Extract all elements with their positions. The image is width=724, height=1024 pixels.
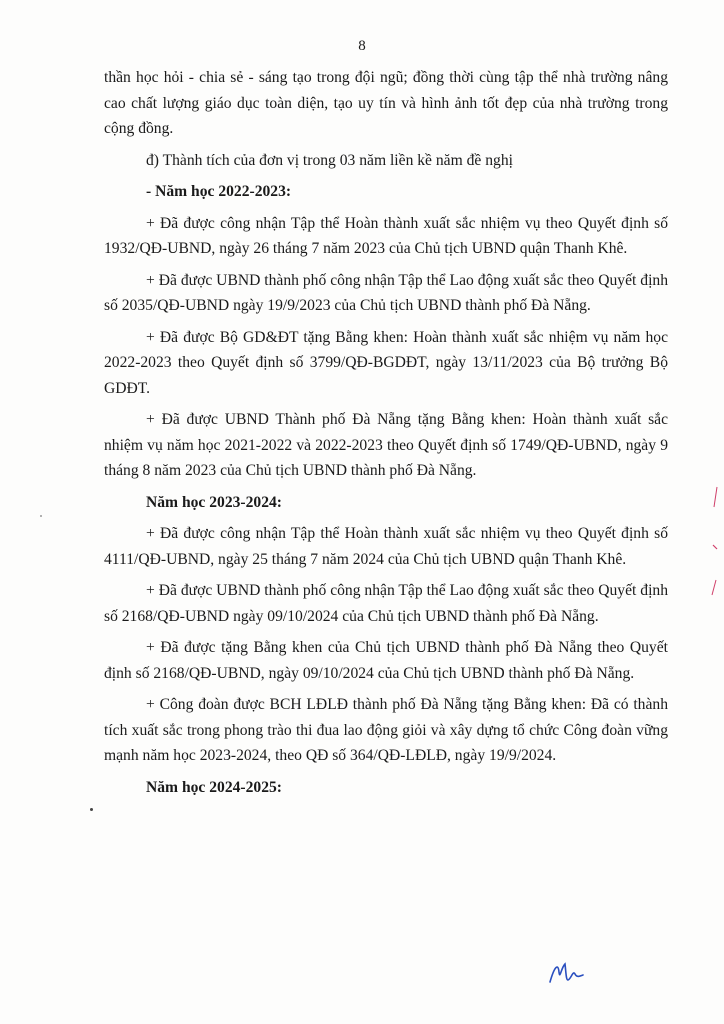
page-number: 8: [358, 38, 366, 54]
paragraph: + Đã được công nhận Tập thể Hoàn thành xuất sắc nhiệm vụ theo Quyết định số 4111/QĐ-UBND, ngày 25 tháng 7 năm 2024 của Chủ tịch UBND quận Thanh Khê.: [104, 525, 668, 568]
document-body: [104, 65, 668, 806]
paragraph: + Công đoàn được BCH LĐLĐ thành phố Đà Nẵng tặng Bằng khen: Đã có thành tích xuất sắc trong phong trào thi đua lao động giỏi và xây dựng tổ chức Công đoàn vững mạnh năm học 2023-2024, theo QĐ số 364/QĐ-LĐLĐ, ngày 19/9/2024.: [104, 696, 668, 764]
section-heading: Năm học 2024-2025:: [146, 778, 282, 796]
paragraph: + Đã được UBND thành phố công nhận Tập thể Lao động xuất sắc theo Quyết định số 2168/QĐ-UBND ngày 09/10/2024 của Chủ tịch UBND thành phố Đà Nẵng.: [104, 582, 668, 625]
margin-dot: [90, 808, 93, 811]
paragraph: + Đã được công nhận Tập thể Hoàn thành xuất sắc nhiệm vụ theo Quyết định số 1932/QĐ-UBND, ngày 26 tháng 7 năm 2023 của Chủ tịch UBND quận Thanh Khê.: [104, 214, 668, 257]
paragraph: + Đã được Bộ GD&ĐT tặng Bằng khen: Hoàn thành xuất sắc nhiệm vụ năm học 2022-2023 theo Quyết định số 3799/QĐ-BGDĐT, ngày 13/11/2023 của Bộ trưởng Bộ GDĐT.: [104, 328, 668, 397]
paragraph: + Đã được UBND Thành phố Đà Nẵng tặng Bằng khen: Hoàn thành xuất sắc nhiệm vụ năm học 2021-2022 và 2022-2023 theo Quyết định số 1749/QĐ-UBND, ngày 9 tháng 8 năm 2023 của Chủ tịch UBND thành phố Đà Nẵng.: [104, 411, 668, 479]
paragraph: + Đã được UBND thành phố công nhận Tập thể Lao động xuất sắc theo Quyết định số 2035/QĐ-UBND ngày 19/9/2023 của Chủ tịch UBND thành phố Đà Nẵng.: [104, 271, 668, 314]
paragraph: + Đã được tặng Bằng khen của Chủ tịch UBND thành phố Đà Nẵng theo Quyết định số 2168/QĐ-UBND, ngày 09/10/2024 của Chủ tịch UBND thành phố Đà Nẵng.: [104, 639, 668, 682]
margin-mark: [708, 485, 722, 605]
margin-dot: [40, 515, 42, 517]
paragraph: đ) Thành tích của đơn vị trong 03 năm liền kề năm đề nghị: [146, 151, 513, 169]
section-heading: - Năm học 2022-2023:: [146, 183, 292, 200]
paragraph: thần học hỏi - chia sẻ - sáng tạo trong đội ngũ; đồng thời cùng tập thể nhà trường nâng cao chất lượng giáo dục toàn diện, tạo uy tín và hình ảnh tốt đẹp của nhà trường trong cộng đồng.: [104, 69, 668, 137]
section-heading: Năm học 2023-2024:: [146, 493, 282, 511]
signature-initials: [546, 958, 586, 988]
